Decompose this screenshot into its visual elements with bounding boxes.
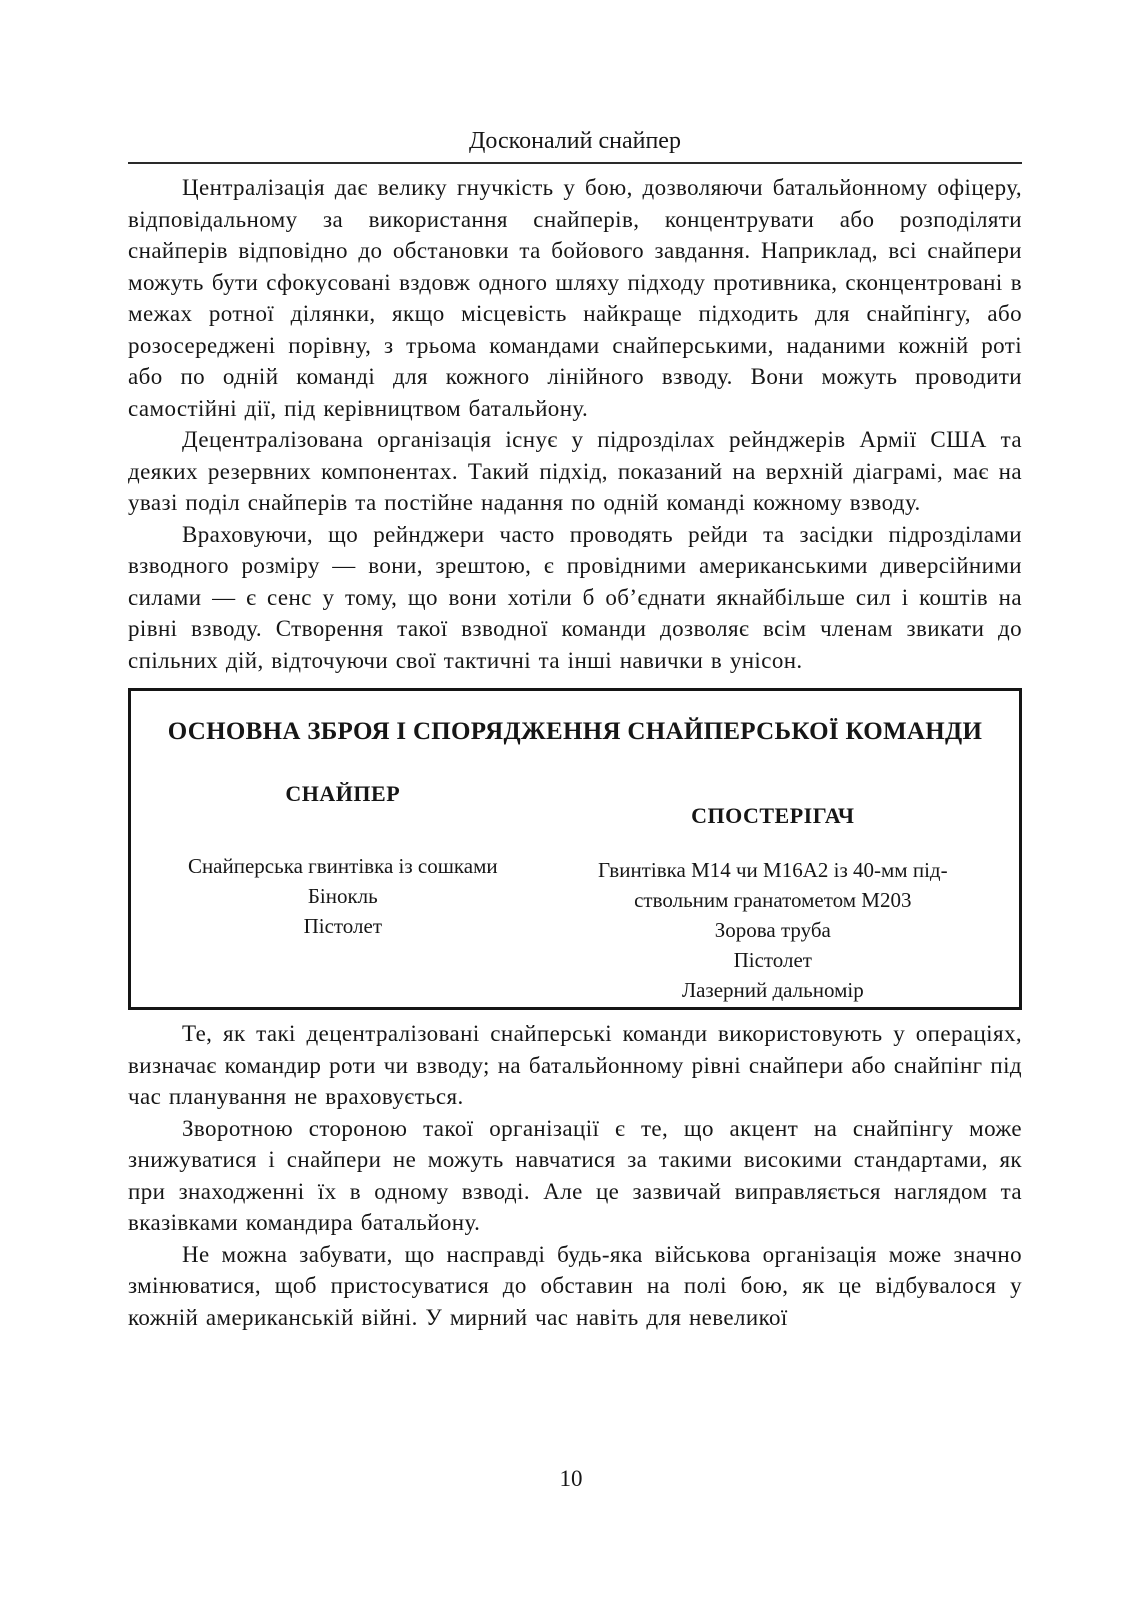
body-paragraph-3: Враховуючи, що рейнджери часто проводять рейди та засідки підрозділами взводного розміру — вони, зрештою, є провідними американськими диверсійними силами — є сенс у тому, що вони хотіли б об’єднати якнайбільше сил і коштів на рівні взводу. Створення такої взводної команди дозволяє всім членам звикати до спільних дій, відточуючи свої тактичні та інші навички в унісон. (128, 521, 1022, 673)
body-text-lower (128, 1018, 1022, 1333)
body-paragraph-6: Не можна забувати, що насправді будь-яка військова організація може значно змінюватися, щоб пристосуватися до обставин на полі бою, як це відбувалося у кожній американській війні. У мирний час навіть для невеликої (128, 1241, 1022, 1330)
running-header (128, 126, 1022, 164)
body-paragraph-2: Децентралізована організація існує у підрозділах рейнджерів Армії США та деяких резервних компонентах. Такий підхід, показаний на верхній діаграмі, має на увазі поділ снайперів та постійне надання по одній команді кожному взводу. (128, 427, 1022, 515)
body-text-upper (128, 172, 1022, 676)
equipment-box-title: ОСНОВНА ЗБРОЯ І СПОРЯДЖЕННЯ СНАЙПЕРСЬКОЇ КОМАНДИ (167, 718, 983, 745)
observer-item: Гвинтівка М14 чи М16А2 із 40-мм підствольним гранатометом М203 (597, 858, 948, 912)
body-paragraph-1: Централізація дає велику гнучкість у бою, дозволяючи батальйонному офіцеру, відповідальному за використання снайперів, концентрувати або розподіляти снайперів відповідно до обстановки та бойового завдання. Наприклад, всі снайпери можуть бути сфокусовані вздовж одного шляху підходу противника, сконцентровані в межах ротної ділянки, якщо місцевість найкраще підходить для снайпінгу, або розосереджені порівну, з трьома командами снайперськими, наданими кожній роті або по одній команді для кожного лінійного взводу. Вони можуть проводити самостійні дії, під керівництвом батальйону. (128, 175, 1022, 421)
sniper-item: Снайперська гвинтівка із сошками (187, 854, 498, 878)
observer-column (541, 747, 1005, 1005)
body-paragraph-5: Зворотною стороною такої організації є те, що акцент на снайпінгу може знижуватися і снайпери не можуть навчатися за такими високими стандартами, як при знаходженні їх в одному взводі. Але це зазвичай виправляється наглядом та вказівками командира батальйону. (128, 1115, 1022, 1235)
sniper-column-heading: СНАЙПЕР (285, 781, 401, 806)
page-footer (0, 1466, 1142, 1492)
observer-column-heading: СПОСТЕРІГАЧ (691, 803, 855, 828)
sniper-items (145, 851, 541, 941)
observer-items (541, 855, 1005, 1005)
running-header-title: Досконалий снайпер (469, 128, 681, 154)
sniper-item: Пістолет (303, 914, 382, 938)
sniper-item: Бінокль (307, 884, 378, 908)
equipment-box (128, 688, 1022, 1010)
body-paragraph-4: Те, як такі децентралізовані снайперські команди використовують у операціях, визначає командир роти чи взводу; на батальйонному рівні снайпери або снайпінг під час планування не враховується. (128, 1021, 1022, 1109)
sniper-column (145, 747, 541, 1005)
equipment-box-columns (145, 747, 1005, 1005)
page-number: 10 (559, 1466, 583, 1491)
observer-item: Зорова труба (714, 918, 831, 942)
observer-item: Лазерний дальномір (681, 978, 864, 1002)
page-content (128, 0, 1022, 1333)
observer-item: Пістолет (733, 948, 812, 972)
